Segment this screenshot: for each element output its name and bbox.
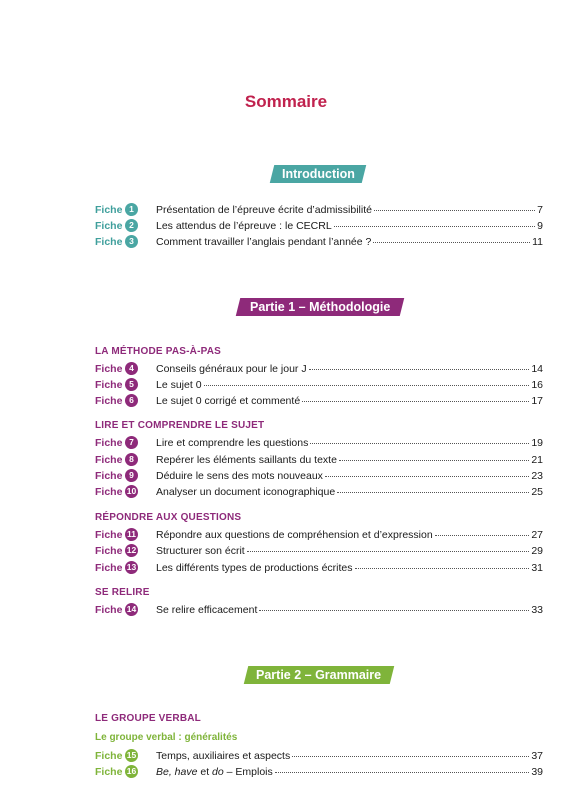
entry-title: Structurer son écrit — [156, 545, 245, 557]
fiche-label: Fiche — [95, 604, 123, 616]
fiche-label: Fiche — [95, 363, 123, 375]
entry-title: Se relire efficacement — [156, 604, 258, 616]
toc-entry[interactable] — [95, 436, 543, 450]
banner-partie-1: Partie 1 – Méthodologie — [236, 298, 404, 316]
toc-entry[interactable] — [95, 203, 543, 217]
dot-leader — [334, 226, 535, 227]
dot-leader — [337, 492, 529, 493]
fiche-number-badge: 5 — [125, 378, 138, 391]
fiche-label: Fiche — [95, 395, 123, 407]
fiche-number-badge: 14 — [126, 604, 137, 614]
banner-introduction: Introduction — [270, 165, 366, 183]
page-number: 11 — [532, 236, 543, 248]
page-number: 19 — [531, 437, 543, 449]
page-title: Sommaire — [244, 92, 328, 111]
toc-entry[interactable] — [95, 485, 543, 499]
entry-title: Le sujet 0 — [156, 379, 202, 391]
fiche-label: Fiche — [95, 379, 123, 391]
entry-title: Be, have et do – Emplois — [156, 766, 273, 778]
fiche-number-badge: 16 — [126, 766, 137, 776]
dot-leader — [204, 385, 530, 386]
fiche-label: Fiche — [95, 529, 123, 541]
fiche-number-badge: 9 — [125, 469, 138, 482]
dot-leader — [325, 476, 529, 477]
dot-leader — [309, 369, 530, 370]
fiche-number-badge: 1 — [125, 203, 138, 216]
dot-leader — [247, 551, 530, 552]
fiche-number-badge: 4 — [125, 362, 138, 375]
page-number: 23 — [531, 470, 543, 482]
dot-leader — [435, 535, 530, 536]
page-number: 29 — [531, 545, 543, 557]
entry-title: Conseils généraux pour le jour J — [156, 363, 307, 375]
fiche-number-badge: 11 — [127, 529, 136, 539]
fiche-label: Fiche — [95, 220, 123, 232]
section-heading: LIRE ET COMPRENDRE LE SUJET — [95, 420, 265, 431]
toc-entry[interactable] — [95, 235, 543, 249]
page-number: 31 — [531, 562, 543, 574]
page-number: 27 — [531, 529, 543, 541]
toc-entry[interactable] — [95, 603, 543, 617]
entry-title: Temps, auxiliaires et aspects — [156, 750, 291, 762]
page-number: 9 — [537, 220, 543, 232]
toc-entry[interactable] — [95, 378, 543, 392]
page-number: 25 — [531, 486, 543, 498]
toc-entry[interactable] — [95, 469, 543, 483]
dot-leader — [310, 443, 529, 444]
toc-entry[interactable] — [95, 394, 543, 408]
page-number: 39 — [531, 766, 543, 778]
entry-title: Répondre aux questions de compréhension et d’expression — [156, 529, 433, 541]
fiche-number-badge: 10 — [126, 486, 137, 496]
toc-entry[interactable] — [95, 765, 543, 779]
page-number: 33 — [531, 604, 543, 616]
toc-entry[interactable] — [95, 528, 543, 542]
page-number: 14 — [531, 363, 543, 375]
entry-title: Les attendus de l’épreuve : le CECRL — [156, 220, 332, 232]
page-number: 17 — [531, 395, 543, 407]
toc-entry[interactable] — [95, 219, 543, 233]
fiche-number-badge: 3 — [125, 235, 138, 248]
entry-title: Analyser un document iconographique — [156, 486, 336, 498]
toc-entry[interactable] — [95, 544, 543, 558]
section-heading: SE RELIRE — [95, 587, 150, 598]
fiche-label: Fiche — [95, 454, 123, 466]
dot-leader — [374, 210, 535, 211]
page-number: 37 — [531, 750, 543, 762]
entry-title: Le sujet 0 corrigé et commenté — [156, 395, 301, 407]
page-number: 16 — [531, 379, 543, 391]
entry-title: Les différents types de productions écrites — [156, 562, 353, 574]
dot-leader — [373, 242, 530, 243]
toc-entry[interactable] — [95, 362, 543, 376]
dot-leader — [275, 772, 530, 773]
section-heading: LA MÉTHODE PAS-À-PAS — [95, 346, 222, 357]
fiche-label: Fiche — [95, 470, 123, 482]
section-heading: LE GROUPE VERBAL — [95, 713, 201, 724]
banner-partie-2: Partie 2 – Grammaire — [244, 666, 394, 684]
fiche-label: Fiche — [95, 204, 123, 216]
entry-title: Comment travailler l’anglais pendant l’année ? — [156, 236, 372, 248]
entry-title: Présentation de l’épreuve écrite d’admissibilité — [156, 204, 372, 216]
fiche-number-badge: 13 — [126, 562, 137, 572]
page-number: 21 — [531, 454, 543, 466]
fiche-number-badge: 8 — [125, 453, 138, 466]
fiche-label: Fiche — [95, 236, 123, 248]
fiche-number-badge: 12 — [126, 545, 137, 555]
fiche-label: Fiche — [95, 437, 123, 449]
dot-leader — [302, 401, 529, 402]
page-number: 7 — [537, 204, 543, 216]
fiche-number-badge: 6 — [125, 394, 138, 407]
entry-title: Déduire le sens des mots nouveaux — [156, 470, 323, 482]
section-heading: RÉPONDRE AUX QUESTIONS — [95, 512, 242, 523]
fiche-label: Fiche — [95, 562, 123, 574]
fiche-number-badge: 2 — [125, 219, 138, 232]
toc-entry[interactable] — [95, 749, 543, 763]
fiche-number-badge: 15 — [126, 750, 137, 760]
fiche-label: Fiche — [95, 486, 123, 498]
fiche-number-badge: 7 — [125, 436, 138, 449]
entry-title: Repérer les éléments saillants du texte — [156, 454, 337, 466]
dot-leader — [355, 568, 530, 569]
subsection-heading: Le groupe verbal : généralités — [95, 732, 238, 743]
dot-leader — [259, 610, 529, 611]
entry-title: Lire et comprendre les questions — [156, 437, 309, 449]
fiche-label: Fiche — [95, 750, 123, 762]
fiche-label: Fiche — [95, 766, 123, 778]
dot-leader — [339, 460, 529, 461]
toc-entry[interactable] — [95, 561, 543, 575]
toc-entry[interactable] — [95, 453, 543, 467]
dot-leader — [292, 756, 529, 757]
fiche-label: Fiche — [95, 545, 123, 557]
